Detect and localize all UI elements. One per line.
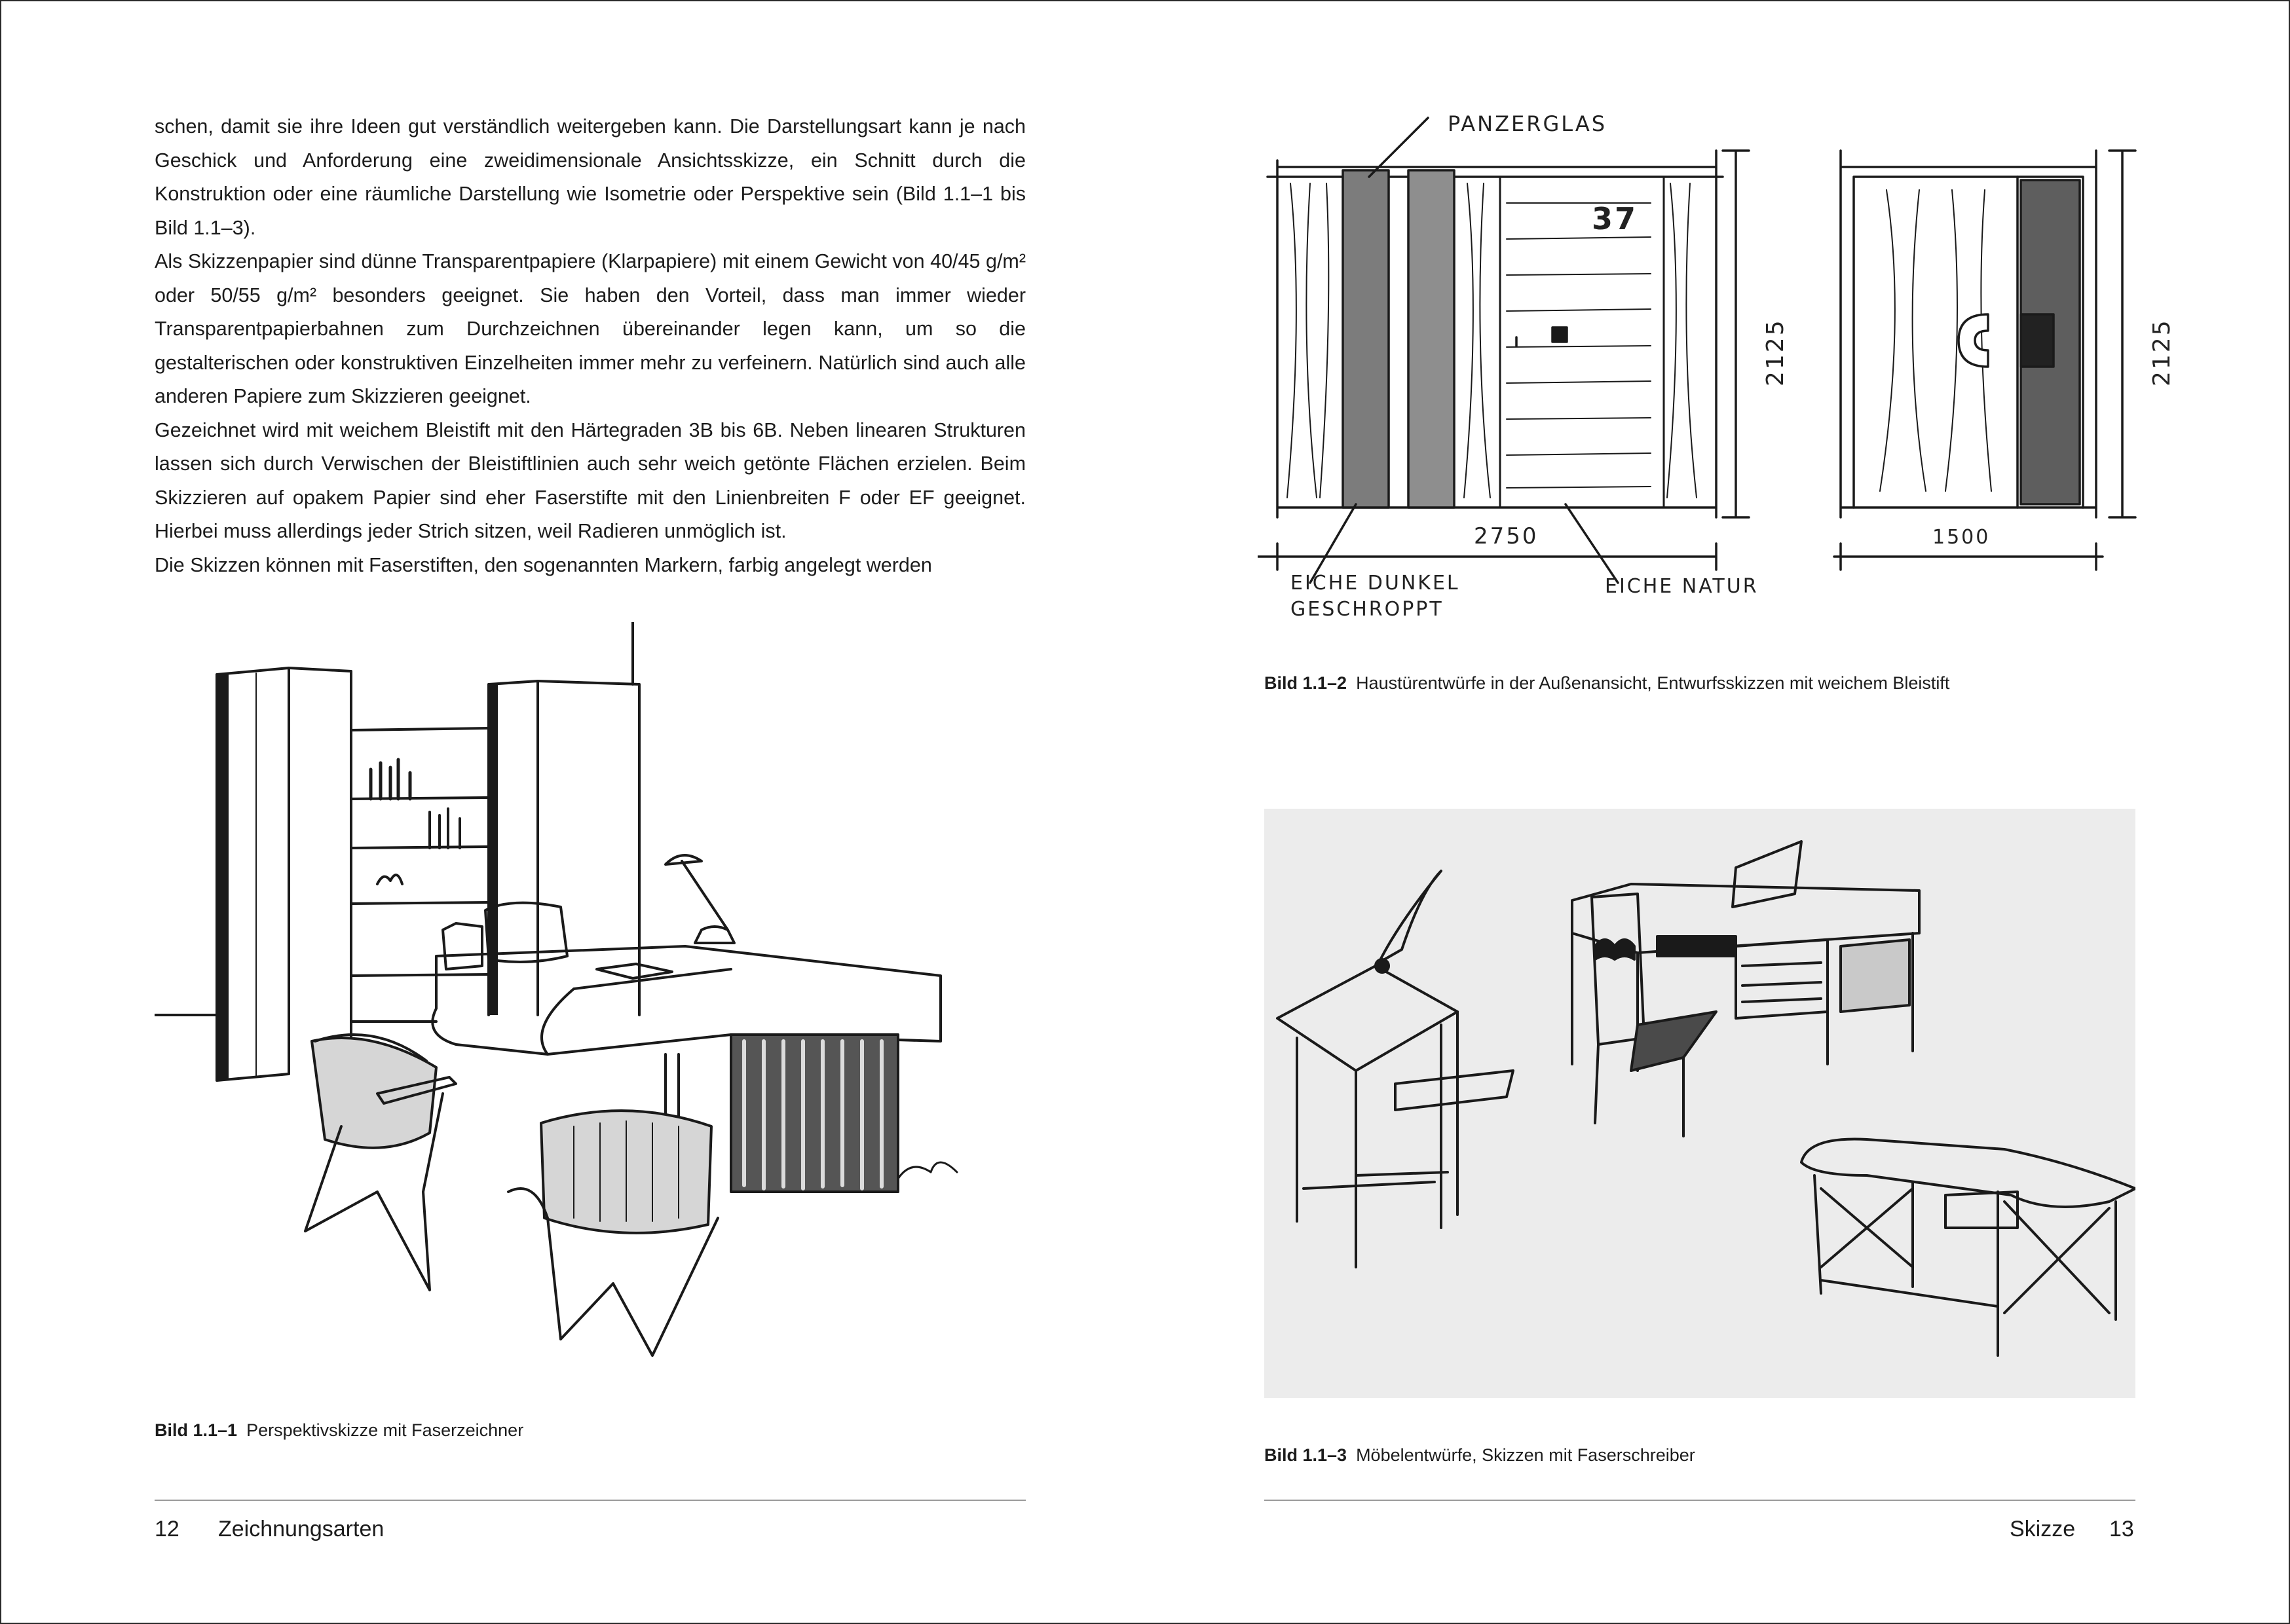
door-dimension-width-left: 2750 [1474, 523, 1539, 549]
figure-front-door-sketches [1258, 98, 2188, 622]
figure-number: Bild 1.1–3 [1264, 1445, 1347, 1465]
door-label-glass: PANZERGLAS [1448, 111, 1607, 136]
running-head-section: Skizze [2010, 1517, 2076, 1541]
page-number: 13 [2109, 1517, 2134, 1541]
figure-number: Bild 1.1–1 [155, 1420, 238, 1440]
door-label-oak-natural: EICHE NATUR [1605, 575, 1759, 598]
door-house-number: 37 [1592, 201, 1638, 236]
figure-number: Bild 1.1–2 [1264, 673, 1347, 693]
paragraph: Als Skizzenpapier sind dünne Transparentpapiere (Klarpapiere) mit einem Gewicht von 40/45 g/m² oder 50/55 g/m² besonders geeignet. Sie haben den Vorteil, dass man immer wieder Transparentpapierbahnen zum Durchzeichnen übereinander legen kann, um so die gestalterischen oder konstruktiven Einzelheiten immer mehr zu verfeinern. Natürlich sind auch alle anderen Papiere zum Skizzieren geeignet. [155, 250, 1026, 407]
paragraph: schen, damit sie ihre Ideen gut verständlich weitergeben kann. Die Darstellungsart kann je nach Geschick und Anforderung eine zweidimensionale Ansichtsskizze, ein Schnitt durch die Konstruktion oder eine räumliche Darstellung wie Isometrie oder Perspektive sein (Bild 1.1–1 bis Bild 1.1–3). [155, 115, 1026, 239]
figure-caption-text: Haustürentwürfe in der Außenansicht, Entwurfsskizzen mit weichem Bleistift [1356, 673, 1950, 693]
figure-furniture-sketches [1264, 809, 2135, 1398]
running-head-section: Zeichnungsarten [218, 1517, 385, 1541]
paragraph: Gezeichnet wird mit weichem Bleistift mit den Härtegraden 3B bis 6B. Neben linearen Strukturen lassen sich durch Verwischen der Bleistiftlinien auch sehr weich getönte Flächen erzielen. Beim Skizzieren auf opakem Papier sind eher Faserstifte mit den Linienbreiten F oder EF geeignet. Hierbei muss allerdings jeder Strich sitzen, weil Radieren unmöglich ist. [155, 418, 1026, 542]
figure-caption [1264, 1443, 1695, 1467]
footer-rule [155, 1500, 1026, 1501]
door-label-oak-dark-brushed: GESCHROPPT [1290, 598, 1444, 621]
paragraph: Die Skizzen können mit Faserstiften, den sogenannten Markern, farbig angelegt werden [155, 553, 932, 576]
figure-caption [155, 1418, 523, 1442]
figure-caption [1264, 671, 1949, 695]
door-dimension-height-right: 2125 [2149, 318, 2175, 386]
body-text [155, 110, 1026, 582]
door-dimension-height-left: 2125 [1762, 318, 1789, 386]
figure-caption-text: Perspektivskizze mit Faserzeichner [246, 1420, 524, 1440]
door-dimension-width-right: 1500 [1932, 526, 1991, 549]
page-number: 12 [155, 1517, 179, 1541]
figure-office-perspective-sketch [155, 622, 1026, 1388]
footer-rule [1264, 1500, 2135, 1501]
door-label-oak-dark: EICHE DUNKEL [1290, 572, 1460, 595]
figure-caption-text: Möbelentwürfe, Skizzen mit Faserschreiber [1356, 1445, 1695, 1465]
